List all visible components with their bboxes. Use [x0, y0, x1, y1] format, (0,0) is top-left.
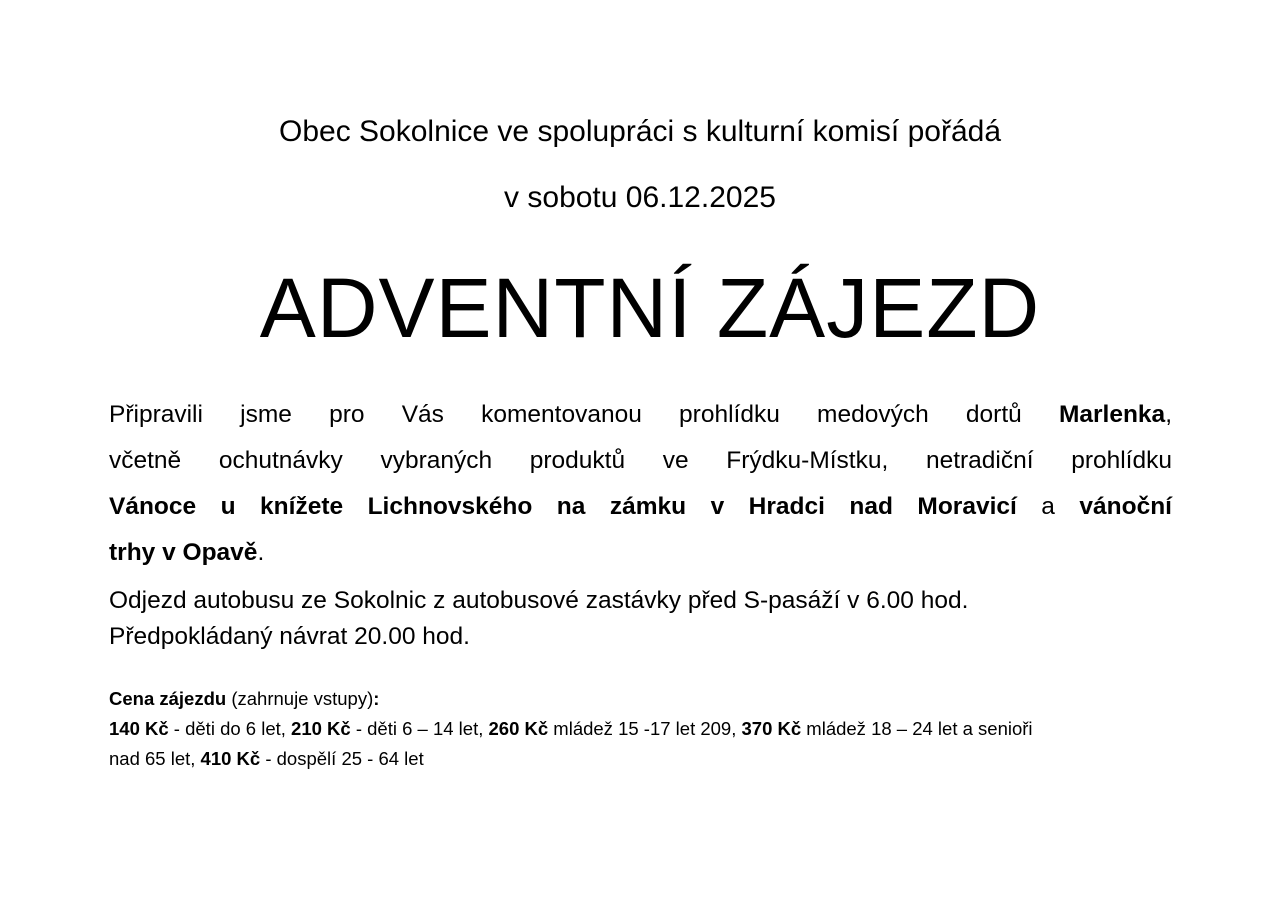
event-date: v sobotu 06.12.2025	[504, 181, 776, 214]
price-list-row-1	[109, 714, 1172, 744]
price-heading-colon: :	[373, 688, 380, 709]
price-group: - dospělí 25 - 64 let	[260, 748, 424, 769]
intro-period: .	[257, 539, 265, 566]
price-amount: 140 Kč	[109, 718, 169, 739]
intro-conjunction: a	[1016, 493, 1080, 520]
intro-text: Připravili jsme pro Vás komentovanou prohlídku medových dortů	[109, 401, 1059, 428]
price-amount: 410 Kč	[200, 748, 261, 769]
price-group: - děti 6 – 14 let,	[350, 718, 489, 739]
departure-line: Odjezd autobusu ze Sokolnic z autobusové zastávky před S-pasáží v 6.00 hod.	[109, 587, 969, 614]
christmas-markets-start: vánoční	[1079, 493, 1172, 520]
organizer-line: Obec Sokolnice ve spolupráci s kulturní komisí pořádá	[278, 115, 1002, 148]
departure-info	[109, 583, 1172, 655]
price-section	[109, 684, 1172, 774]
price-group: mládež 15 -17 let 209,	[548, 718, 742, 739]
price-amount: 210 Kč	[291, 718, 351, 739]
event-title: ADVENTNÍ ZÁJEZD	[259, 261, 1041, 355]
intro-line-2: včetně ochutnávky vybraných produktů ve Frýdku-Místku, netradiční prohlídku	[109, 447, 1172, 474]
intro-punct: ,	[1165, 401, 1172, 428]
price-heading-note: (zahrnuje vstupy)	[226, 688, 374, 709]
intro-line-4	[109, 530, 1172, 576]
christmas-markets-end: trhy v Opavě	[109, 539, 258, 566]
price-group: mládež 18 – 24 let a senioři	[801, 718, 1033, 739]
return-line: Předpokládaný návrat 20.00 hod.	[109, 623, 470, 650]
intro-paragraph	[109, 392, 1172, 576]
price-amount: 370 Kč	[741, 718, 802, 739]
price-list-row-2	[109, 744, 1172, 774]
price-heading	[109, 684, 1172, 714]
price-group: - děti do 6 let,	[168, 718, 292, 739]
castle-tour: Vánoce u knížete Lichnovského na zámku v Hradci nad Moravicí	[109, 493, 1017, 520]
price-heading-label: Cena zájezdu	[109, 688, 227, 709]
intro-line-1	[109, 392, 1172, 438]
intro-line-3	[109, 484, 1172, 530]
price-amount: 260 Kč	[488, 718, 549, 739]
price-group: nad 65 let,	[109, 748, 201, 769]
brand-marlenka: Marlenka	[1058, 401, 1166, 428]
